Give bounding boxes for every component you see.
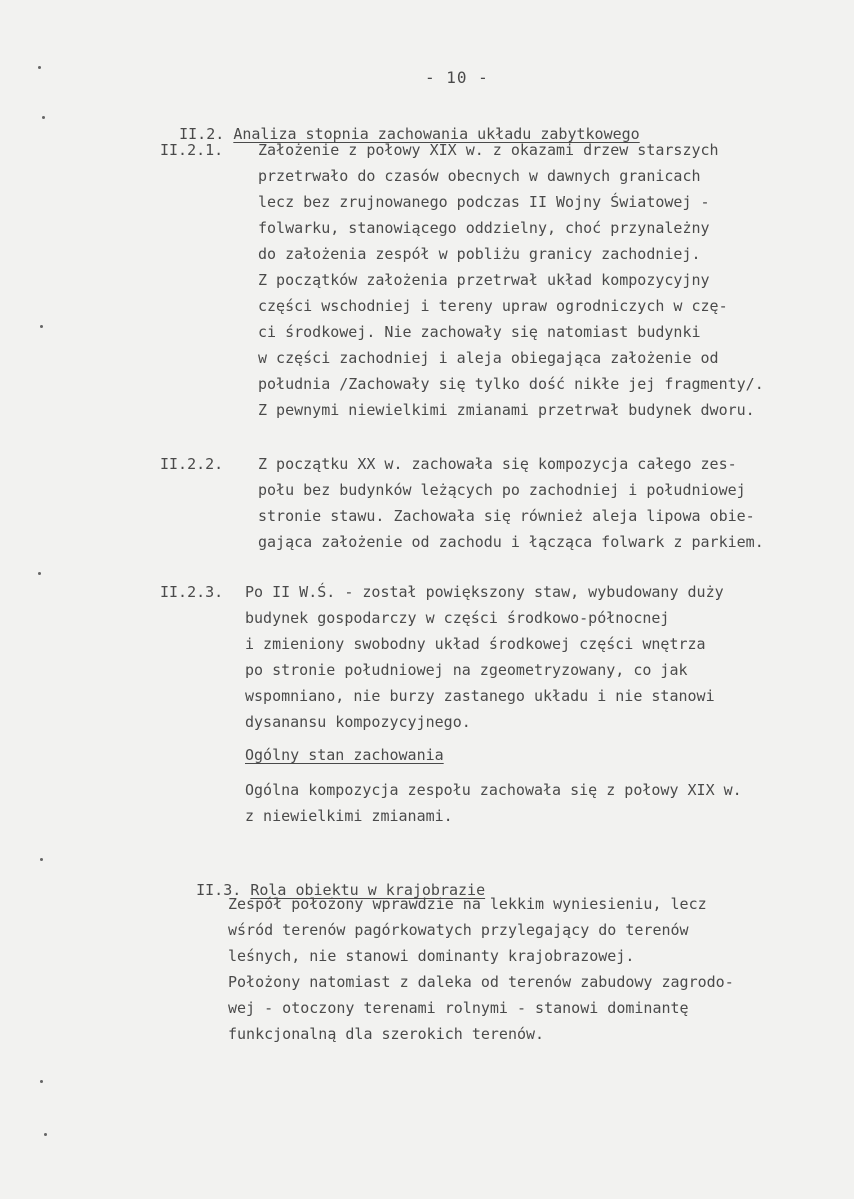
paragraph-line: folwarku, stanowiącego oddzielny, choć przynależny (258, 219, 710, 237)
paragraph-line: budynek gospodarczy w części środkowo-północnej (245, 609, 670, 627)
paragraph-line: z niewielkimi zmianami. (245, 807, 453, 825)
paragraph-line: i zmieniony swobodny układ środkowej części wnętrza (245, 635, 706, 653)
section-title: Analiza stopnia zachowania układu zabytkowego (233, 125, 640, 143)
punch-hole-mark (44, 1133, 47, 1136)
paragraph-line: leśnych, nie stanowi dominanty krajobrazowej. (228, 947, 635, 965)
punch-hole-mark (38, 572, 41, 575)
paragraph-line: wśród terenów pagórkowatych przylegający do terenów (228, 921, 689, 939)
punch-hole-mark (40, 325, 43, 328)
page-number: - 10 - (425, 68, 489, 87)
paragraph-line: Ogólna kompozycja zespołu zachowała się z połowy XIX w. (245, 781, 742, 799)
paragraph-line: wspomniano, nie burzy zastanego układu i nie stanowi (245, 687, 715, 705)
paragraph-line: gająca założenie od zachodu i łącząca folwark z parkiem. (258, 533, 764, 551)
paragraph-line: dysanansu kompozycyjnego. (245, 713, 471, 731)
paragraph-line: Położony natomiast z daleka od terenów zabudowy zagrodo- (228, 973, 734, 991)
paragraph-line: wej - otoczony terenami rolnymi - stanowi dominantę (228, 999, 689, 1017)
punch-hole-mark (40, 858, 43, 861)
paragraph-line: funkcjonalną dla szerokich terenów. (228, 1025, 545, 1043)
paragraph-line: w części zachodniej i aleja obiegająca założenie od (258, 349, 719, 367)
section-number: II.2. (179, 125, 225, 143)
paragraph-line: części wschodniej i tereny upraw ogrodniczych w czę- (258, 297, 728, 315)
paragraph-line: Zespół położony wprawdzie na lekkim wyniesieniu, lecz (228, 895, 707, 913)
paragraph-line: po stronie południowej na zgeometryzowany, co jak (245, 661, 688, 679)
paragraph-line: Po II W.Ś. - został powiększony staw, wybudowany duży (245, 583, 724, 601)
general-state-heading: Ogólny stan zachowania (245, 746, 444, 764)
paragraph-line: połu bez budynków leżących po zachodniej i południowej (258, 481, 746, 499)
punch-hole-mark (38, 66, 41, 69)
paragraph-line: Z pewnymi niewielkimi zmianami przetrwał budynek dworu. (258, 401, 755, 419)
subsection-number: II.2.1. (160, 141, 224, 159)
paragraph-line: przetrwało do czasów obecnych w dawnych granicach (258, 167, 701, 185)
paragraph-line: lecz bez zrujnowanego podczas II Wojny Światowej - (258, 193, 710, 211)
paragraph-line: stronie stawu. Zachowała się również aleja lipowa obie- (258, 507, 755, 525)
subsection-number: II.2.3. (160, 583, 224, 601)
paragraph-line: Z początku XX w. zachowała się kompozycja całego zes- (258, 455, 737, 473)
paragraph-line: Założenie z połowy XIX w. z okazami drzew starszych (258, 141, 719, 159)
paragraph-line: południa /Zachowały się tylko dość nikłe jej fragmenty/. (258, 375, 764, 393)
paragraph-line: Z początków założenia przetrwał układ kompozycyjny (258, 271, 710, 289)
punch-hole-mark (42, 116, 45, 119)
paragraph-line: do założenia zespół w pobliżu granicy zachodniej. (258, 245, 701, 263)
section-title: Rola obiektu w krajobrazie (250, 881, 486, 899)
paragraph-line: ci środkowej. Nie zachowały się natomiast budynki (258, 323, 701, 341)
punch-hole-mark (40, 1080, 43, 1083)
section-number: II.3. (196, 881, 242, 899)
subsection-number: II.2.2. (160, 455, 224, 473)
